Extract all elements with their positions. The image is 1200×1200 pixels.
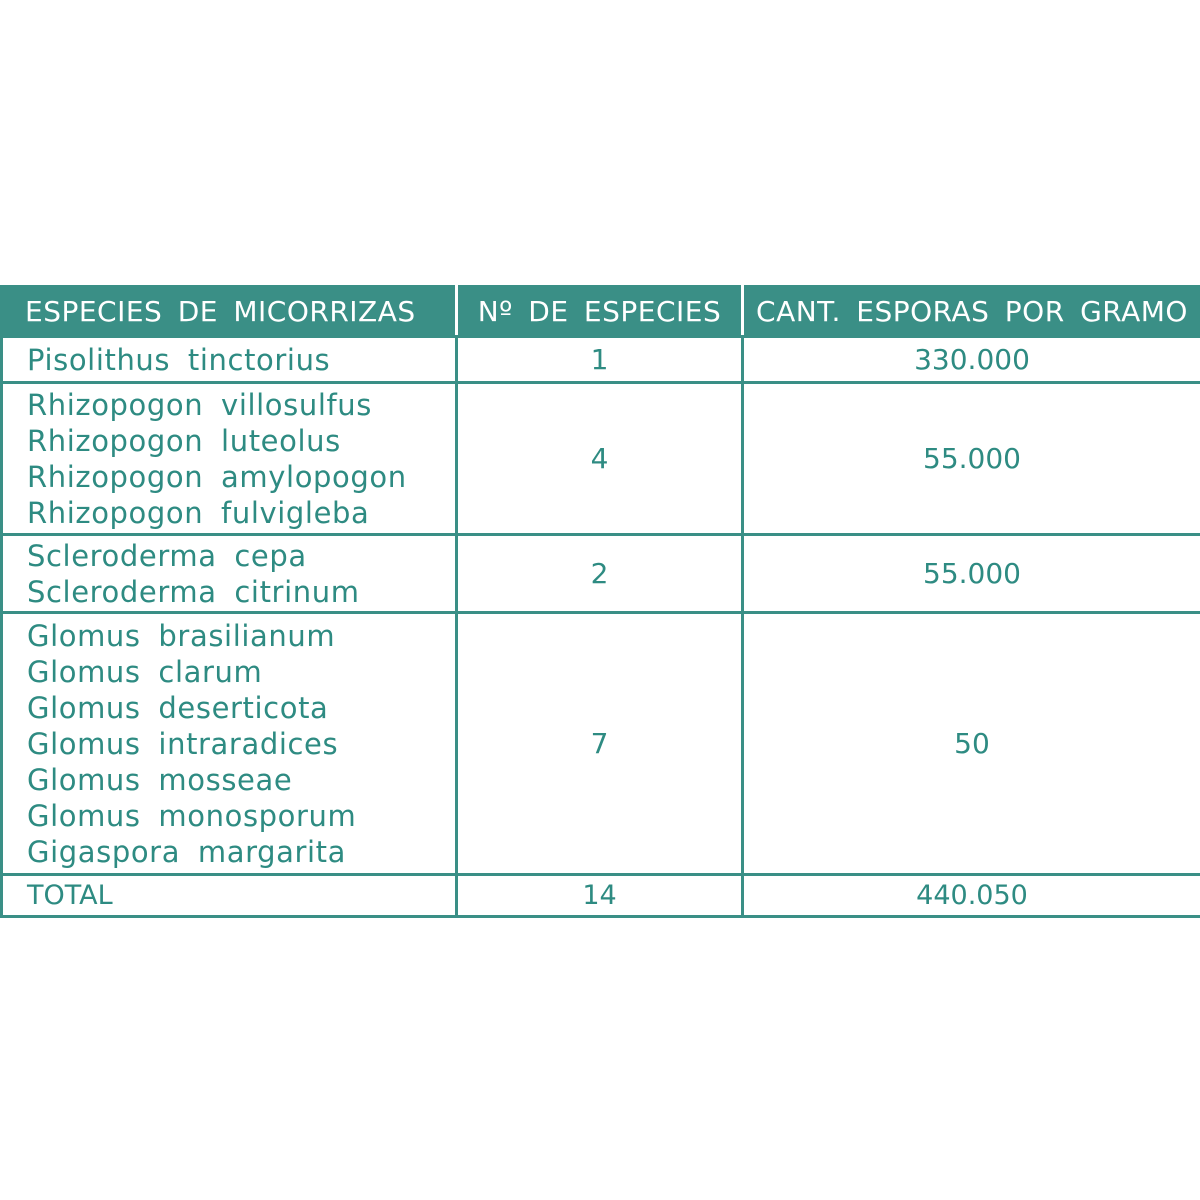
species-name: Scleroderma cepa bbox=[27, 538, 307, 573]
count-cell: 7 bbox=[457, 613, 743, 875]
count-cell: 2 bbox=[457, 535, 743, 613]
count-cell: 4 bbox=[457, 383, 743, 535]
header-species: ESPECIES DE MICORRIZAS bbox=[2, 287, 457, 337]
header-spores: CANT. ESPORAS POR GRAMO bbox=[743, 287, 1200, 337]
table-row bbox=[2, 613, 1200, 875]
species-cell bbox=[2, 337, 457, 383]
header-count: Nº DE ESPECIES bbox=[457, 287, 743, 337]
total-label: TOTAL bbox=[2, 875, 457, 917]
species-name: Glomus mosseae bbox=[27, 762, 293, 797]
species-name: Rhizopogon fulvigleba bbox=[27, 495, 370, 530]
spores-cell: 55.000 bbox=[743, 383, 1200, 535]
species-name: Gigaspora margarita bbox=[27, 834, 347, 869]
species-cell bbox=[2, 613, 457, 875]
spores-cell: 55.000 bbox=[743, 535, 1200, 613]
total-row bbox=[2, 875, 1200, 917]
species-name: Glomus clarum bbox=[27, 654, 263, 689]
species-name: Glomus monosporum bbox=[27, 798, 357, 833]
species-name: Rhizopogon luteolus bbox=[27, 423, 341, 458]
species-name: Rhizopogon amylopogon bbox=[27, 459, 407, 494]
spores-cell: 50 bbox=[743, 613, 1200, 875]
species-cell bbox=[2, 383, 457, 535]
total-count: 14 bbox=[457, 875, 743, 917]
species-name: Glomus deserticota bbox=[27, 690, 329, 725]
table-row bbox=[2, 383, 1200, 535]
total-spores: 440.050 bbox=[743, 875, 1200, 917]
species-name: Rhizopogon villosulfus bbox=[27, 387, 372, 422]
table-row bbox=[2, 337, 1200, 383]
species-name: Scleroderma citrinum bbox=[27, 574, 360, 609]
table-row bbox=[2, 535, 1200, 613]
table-header-row bbox=[2, 287, 1200, 337]
micorrizas-table bbox=[0, 285, 1200, 918]
species-name: Pisolithus tinctorius bbox=[27, 342, 331, 377]
species-cell bbox=[2, 535, 457, 613]
species-name: Glomus intraradices bbox=[27, 726, 339, 761]
micorrizas-table-container bbox=[0, 285, 1200, 915]
species-name: Glomus brasilianum bbox=[27, 618, 336, 653]
count-cell: 1 bbox=[457, 337, 743, 383]
spores-cell: 330.000 bbox=[743, 337, 1200, 383]
